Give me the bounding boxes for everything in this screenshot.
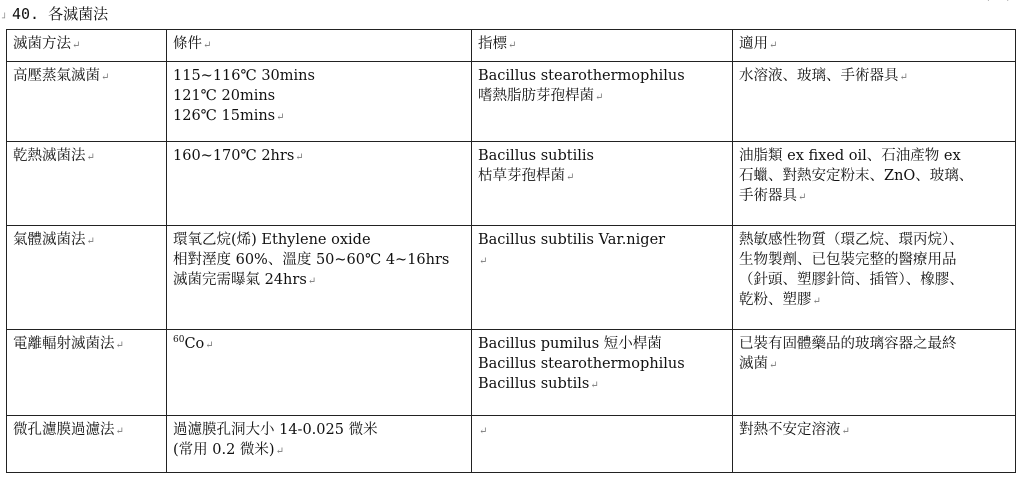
use-text: 石蠟、對熱安定粉末、ZnO、玻璃、	[739, 168, 974, 184]
method-cell	[7, 330, 167, 416]
condition-line	[173, 440, 466, 462]
conditions-cell	[167, 62, 472, 142]
table-header-row	[7, 30, 1016, 62]
condition-line	[173, 106, 466, 128]
conditions-cell	[167, 416, 472, 473]
condition-line	[173, 270, 466, 292]
column-header-text: 滅菌方法	[13, 36, 71, 52]
table-row	[7, 62, 1016, 142]
indicator-text: Bacillus stearothermophilus	[478, 356, 685, 372]
paragraph-mark: ↵	[479, 256, 488, 267]
method-cell	[7, 142, 167, 226]
paragraph-mark: ↵	[590, 380, 599, 391]
indicator-line	[478, 230, 727, 250]
indicator-text: Bacillus subtilis Var.niger	[478, 232, 666, 248]
indicator-cell	[472, 416, 733, 473]
column-header-text: 條件	[173, 36, 202, 52]
indicator-text: Bacillus subtilis	[478, 148, 594, 164]
condition-text: 121℃ 20mins	[173, 88, 276, 104]
method-text: 氣體滅菌法	[13, 232, 86, 248]
method-line	[13, 420, 161, 442]
use-text: 已裝有固體藥品的玻璃容器之最終	[739, 336, 957, 352]
indicator-line	[478, 66, 727, 86]
condition-text: 126℃ 15mins	[173, 108, 276, 124]
use-text: 水溶液、玻璃、手術器具	[739, 68, 899, 84]
method-cell	[7, 226, 167, 330]
condition-line	[173, 334, 466, 356]
paragraph-mark: ↵	[86, 152, 95, 163]
use-line	[739, 250, 1010, 270]
paragraph-mark: ↵	[276, 112, 285, 123]
indicator-line	[478, 86, 727, 108]
indicator-text: 枯草芽孢桿菌	[478, 168, 565, 184]
condition-text: 相對溼度 60%、溫度 50~60℃ 4~16hrs	[173, 252, 450, 268]
column-header	[472, 30, 733, 62]
paragraph-mark: ↵	[812, 296, 821, 307]
table-row	[7, 416, 1016, 473]
indicator-line	[478, 334, 727, 354]
condition-line	[173, 66, 466, 86]
use-text: 熱敏感性物質（環乙烷、環丙烷）、	[739, 232, 964, 248]
uses-cell	[733, 416, 1016, 473]
method-text: 電離輻射滅菌法	[13, 336, 115, 352]
use-line	[739, 166, 1010, 186]
condition-text: Co	[184, 336, 205, 352]
conditions-cell	[167, 330, 472, 416]
condition-line	[173, 250, 466, 270]
condition-text: 115~116℃ 30mins	[173, 68, 315, 84]
condition-line	[173, 230, 466, 250]
paragraph-mark: ↵	[566, 172, 575, 183]
method-line	[13, 334, 161, 356]
use-line	[739, 270, 1010, 290]
use-line	[739, 420, 1010, 442]
column-header-line	[478, 34, 727, 56]
indicator-cell	[472, 62, 733, 142]
indicator-cell	[472, 226, 733, 330]
condition-text: 滅菌完需曝氣 24hrs	[173, 272, 307, 288]
method-cell	[7, 62, 167, 142]
conditions-cell	[167, 226, 472, 330]
section-heading: 40. 各滅菌法	[12, 5, 109, 23]
use-text: 生物製劑、已包裝完整的醫療用品	[739, 252, 957, 268]
column-header	[167, 30, 472, 62]
paragraph-mark: ↵	[841, 426, 850, 437]
use-text: 對熱不安定溶液	[739, 422, 841, 438]
paragraph-mark: ↵	[205, 340, 214, 351]
use-line	[739, 230, 1010, 250]
indicator-text: Bacillus subtils	[478, 376, 590, 392]
method-line	[13, 230, 161, 252]
condition-text: 160~170℃ 2hrs	[173, 148, 295, 164]
paragraph-mark: ↵	[101, 72, 110, 83]
paragraph-mark: ↵	[798, 192, 807, 203]
paragraph-mark: ↵	[115, 426, 124, 437]
use-line	[739, 334, 1010, 354]
paragraph-mark: ↵	[307, 276, 317, 287]
column-header-text: 適用	[739, 36, 768, 52]
condition-text: (常用 0.2 微米)	[173, 442, 275, 458]
condition-line	[173, 86, 466, 106]
indicator-line	[478, 146, 727, 166]
paragraph-mark: ↵	[769, 360, 778, 371]
indicator-text: 嗜熱脂肪芽孢桿菌	[478, 88, 594, 104]
use-text: 油脂類 ex fixed oil、石油產物 ex	[739, 148, 961, 164]
column-header-text: 指標	[478, 36, 507, 52]
method-text: 高壓蒸氣滅菌	[13, 68, 100, 84]
paragraph-mark: ↵	[595, 92, 604, 103]
use-line	[739, 186, 1010, 208]
condition-text: 過濾膜孔洞大小 14-0.025 微米	[173, 422, 378, 438]
column-header-line	[173, 34, 466, 56]
method-line	[13, 146, 161, 168]
use-text: （針頭、塑膠針筒、插管）、橡膠、	[739, 272, 964, 288]
use-text: 手術器具	[739, 188, 797, 204]
sterilization-table	[6, 29, 1016, 473]
use-line	[739, 146, 1010, 166]
paragraph-mark: ↵	[203, 40, 212, 51]
column-header	[7, 30, 167, 62]
method-text: 乾熱滅菌法	[13, 148, 86, 164]
indicator-line	[478, 374, 727, 396]
condition-text: 環氧乙烷(烯) Ethylene oxide	[173, 232, 371, 248]
indicator-text: Bacillus stearothermophilus	[478, 68, 685, 84]
uses-cell	[733, 330, 1016, 416]
use-text: 乾粉、塑膠	[739, 292, 812, 308]
paragraph-mark: ↵	[72, 40, 81, 51]
indicator-cell	[472, 330, 733, 416]
paragraph-mark: ↵	[508, 40, 517, 51]
uses-cell	[733, 226, 1016, 330]
indicator-text: Bacillus pumilus 短小桿菌	[478, 336, 662, 352]
column-header	[733, 30, 1016, 62]
use-line	[739, 290, 1010, 312]
use-line	[739, 66, 1010, 88]
isotope-superscript: 60	[173, 335, 185, 346]
paragraph-mark: ↵	[769, 40, 778, 51]
paragraph-mark: ↵	[275, 446, 284, 457]
indicator-line	[478, 250, 727, 272]
method-line	[13, 66, 161, 88]
method-cell	[7, 416, 167, 473]
use-text: 滅菌	[739, 356, 768, 372]
method-text: 微孔濾膜過濾法	[13, 422, 115, 438]
table-row	[7, 330, 1016, 416]
page-top-marks: ˙ ˙	[986, 0, 1016, 10]
conditions-cell	[167, 142, 472, 226]
column-header-line	[13, 34, 161, 56]
paragraph-mark: ↵	[479, 426, 488, 437]
paragraph-mark: ↵	[899, 72, 908, 83]
paragraph-mark: ↵	[295, 152, 304, 163]
condition-line	[173, 420, 466, 440]
indicator-line	[478, 354, 727, 374]
indicator-line	[478, 166, 727, 188]
indicator-line	[478, 420, 727, 442]
column-header-line	[739, 34, 1010, 56]
condition-line	[173, 146, 466, 168]
table-row	[7, 142, 1016, 226]
table-row	[7, 226, 1016, 330]
uses-cell	[733, 62, 1016, 142]
indicator-cell	[472, 142, 733, 226]
uses-cell	[733, 142, 1016, 226]
use-line	[739, 354, 1010, 376]
paragraph-mark: ↵	[86, 236, 95, 247]
paragraph-mark: ↵	[115, 340, 124, 351]
margin-corner-mark: ┘	[2, 14, 8, 24]
